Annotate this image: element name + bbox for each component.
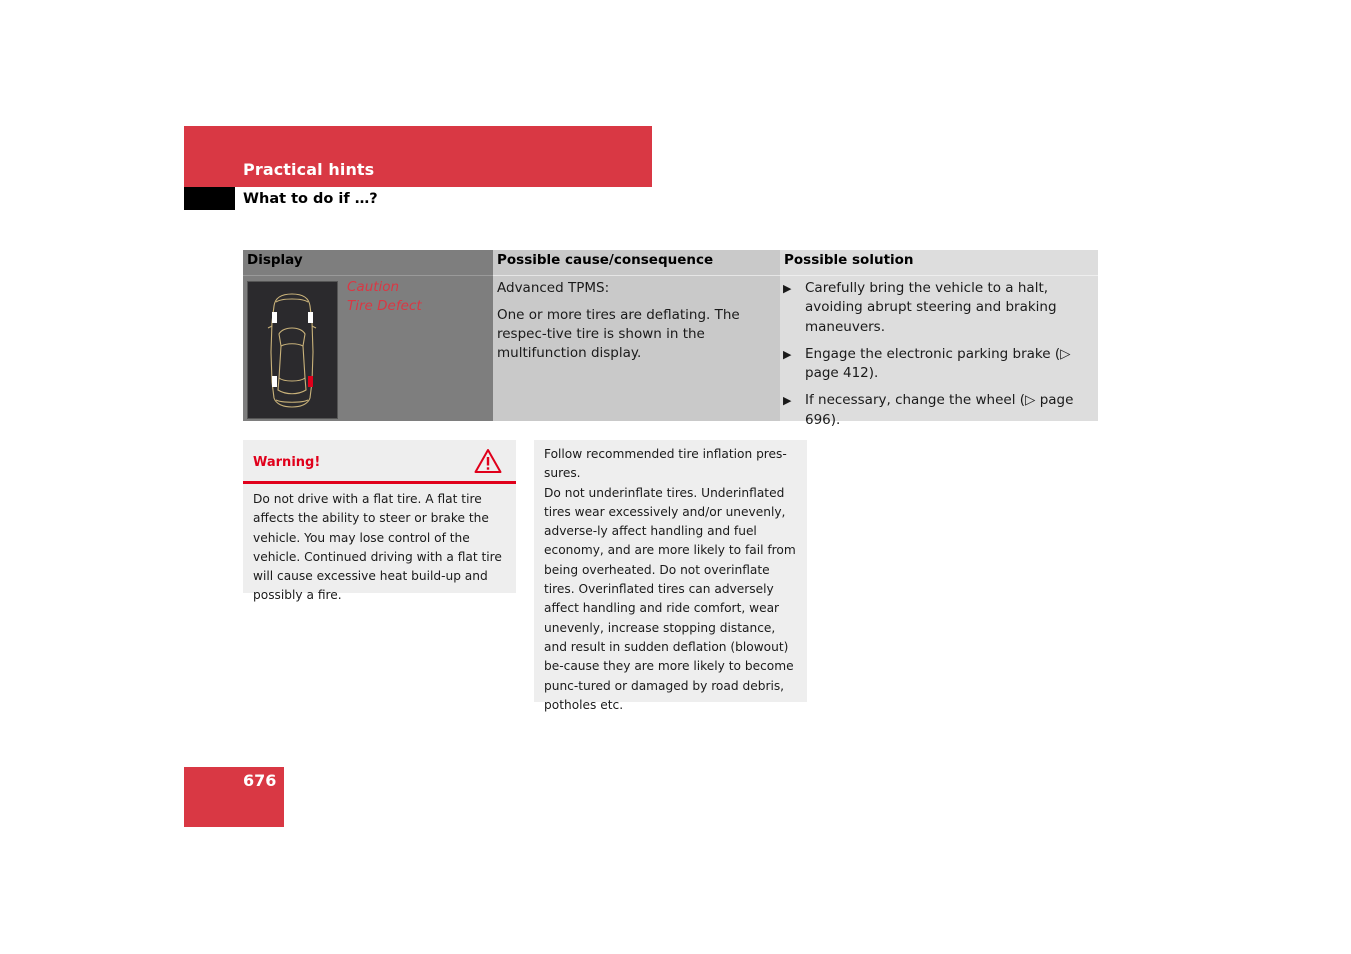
triangle-bullet-icon: ▶: [783, 394, 792, 408]
column-header-solution: Possible solution: [780, 250, 1098, 275]
warning-label: Warning!: [253, 455, 321, 470]
display-cell: [243, 275, 493, 421]
solution-text: If necessary, change the wheel (▷ page 696).: [805, 392, 1074, 428]
solution-cell: [780, 275, 1098, 428]
warning-text: Do not drive with a flat tire. A flat tire affects the ability to steer or brake the vehicle. You may lose control of the vehicle. Continued driving with a flat tire will cause excessive heat build-up and possibly a fire.: [253, 492, 502, 603]
warning-header: [243, 440, 516, 484]
multifunction-display: [247, 281, 338, 419]
cause-description: One or more tires are deflating. The respec-tive tire is shown in the multifunction display.: [497, 306, 740, 362]
section-marker: [184, 187, 235, 210]
column-header-display: Display: [243, 250, 493, 275]
car-top-view-icon: [248, 282, 337, 418]
tire-front-left-icon: [272, 312, 277, 323]
subsection-title: What to do if …?: [243, 191, 378, 207]
display-message: [347, 278, 422, 317]
info-paragraph: Follow recommended tire inflation pres-sures.: [544, 447, 787, 481]
troubleshooting-table: [243, 250, 1098, 428]
solution-text: Carefully bring the vehicle to a halt, avoiding abrupt steering and braking maneuvers.: [805, 280, 1057, 335]
solution-item: [783, 345, 1098, 384]
cause-title: Advanced TPMS:: [497, 280, 610, 296]
tire-rear-right-defect-icon: [308, 376, 313, 387]
column-header-cause: Possible cause/consequence: [493, 250, 780, 275]
info-paragraph: Do not underinflate tires. Underinflated tires wear excessively and/or unevenly, adverse-ly affect handling and fuel economy, and are more likely to fail from being overheated. Do not overinflate tires. Overinflated tires can adversely affect handling and ride comfort, wear unevenly, increase stopping distance, and result in sudden deflation (blowout) be-cause they are more likely to become punc-tured or damaged by road debris, potholes etc.: [544, 485, 796, 712]
triangle-bullet-icon: ▶: [783, 347, 792, 361]
tire-rear-left-icon: [272, 376, 277, 387]
triangle-bullet-icon: ▶: [783, 282, 792, 295]
solution-text: Engage the electronic parking brake (▷ page 412).: [805, 345, 1071, 382]
warning-triangle-icon: [474, 448, 502, 474]
warning-box: [243, 440, 516, 603]
info-box: [534, 440, 807, 712]
info-text: [544, 445, 802, 715]
section-title: Practical hints: [243, 160, 375, 179]
solution-item: [783, 279, 1098, 337]
page-number: 676: [243, 771, 277, 790]
display-message-line: Caution: [347, 279, 400, 295]
cause-cell: [493, 275, 780, 421]
display-message-line: Tire Defect: [347, 298, 422, 315]
tire-front-right-icon: [308, 312, 313, 323]
solution-item: [783, 391, 1098, 430]
